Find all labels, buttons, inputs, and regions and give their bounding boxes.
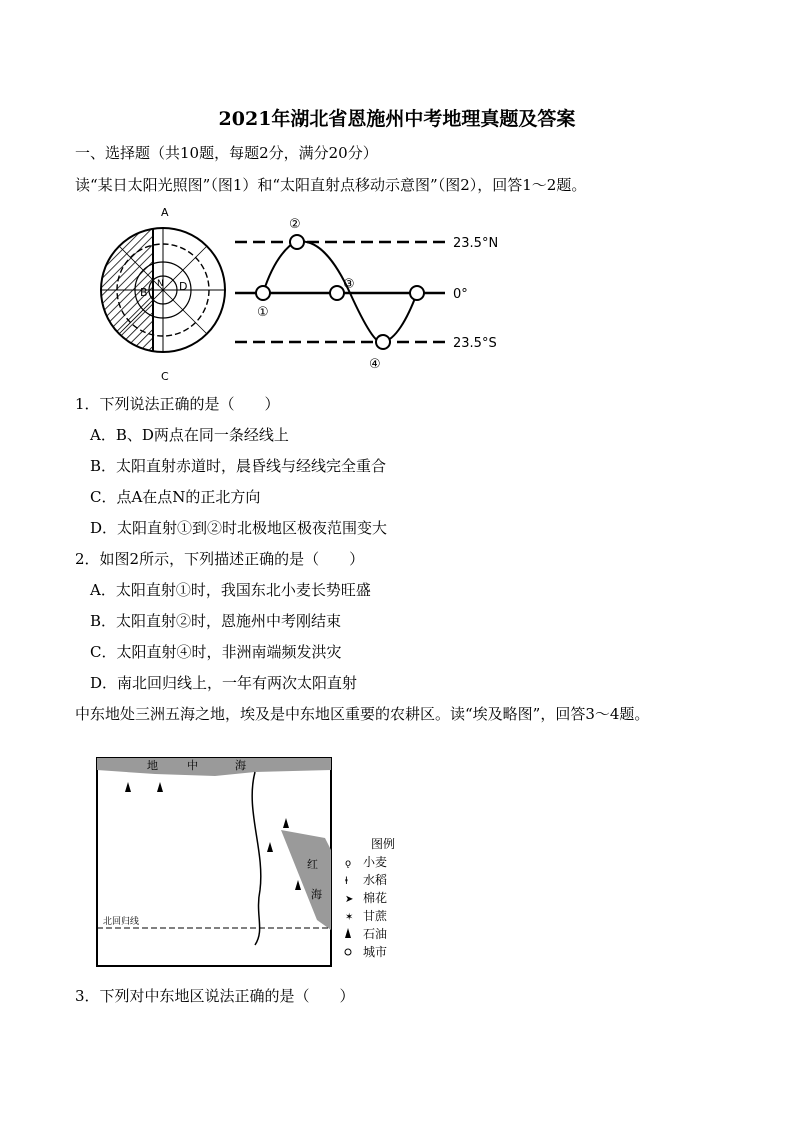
red-sea-char-2: 海 — [311, 888, 322, 901]
legend-cotton-icon — [345, 894, 353, 905]
point-n-label: N — [157, 279, 164, 289]
egypt-map — [95, 740, 395, 970]
point-b-label: B — [140, 286, 148, 299]
q1-option-a: A．B、D两点在同一条经线上 — [90, 426, 289, 444]
q1-option-b: B．太阳直射赤道时，晨昏线与经线完全重合 — [90, 457, 387, 475]
sea-char-3: 海 — [235, 759, 246, 772]
legend-city-icon — [345, 949, 351, 955]
legend-rice-icon — [345, 876, 348, 887]
position-4-label: ④ — [369, 357, 381, 372]
tropic-label: 北回归线 — [103, 917, 140, 927]
page-title: 2021年湖北省恩施州中考地理真题及答案 — [218, 108, 576, 130]
sun-icon-2 — [290, 235, 304, 249]
legend-oil-icon — [345, 928, 351, 938]
sea-char-1: 地 — [147, 759, 158, 772]
q2-option-c: C．太阳直射④时，非洲南端频发洪灾 — [90, 643, 342, 661]
q2-option-d: D．南北回归线上，一年有两次太阳直射 — [90, 674, 358, 692]
position-1-label: ① — [257, 305, 269, 320]
legend-wheat-icon — [345, 858, 351, 869]
position-2-label: ② — [289, 217, 301, 232]
legend-rice-label: 水稻 — [363, 873, 388, 887]
sunlight-figures — [95, 200, 535, 390]
equator-label: 0° — [453, 287, 468, 302]
svg-text:ⱡ: ⱡ — [345, 876, 348, 887]
q2-option-b: B．太阳直射②时，恩施州中考刚结束 — [90, 612, 342, 630]
position-3-label: ③ — [343, 277, 355, 292]
point-a-label: A — [161, 206, 169, 219]
red-sea-char-1: 红 — [307, 858, 318, 871]
sun-icon-5 — [410, 286, 424, 300]
svg-text:✶: ✶ — [345, 912, 354, 923]
intro-q3-4: 中东地处三洲五海之地，埃及是中东地区重要的农耕区。读“埃及略图”，回答3～4题。 — [75, 705, 650, 723]
svg-text:ǫ: ǫ — [345, 858, 352, 869]
point-d-label: D — [179, 280, 188, 293]
legend-sugarcane-label: 甘蔗 — [363, 909, 388, 923]
q1-stem: 1．下列说法正确的是（ ） — [75, 395, 280, 413]
sun-icon-4 — [376, 335, 390, 349]
legend-cotton-label: 棉花 — [363, 891, 388, 905]
sun-movement-diagram — [235, 217, 498, 372]
sun-icon-1 — [256, 286, 270, 300]
legend-sugarcane-icon — [345, 912, 353, 923]
legend-wheat-label: 小麦 — [363, 855, 388, 869]
legend-oil-label: 石油 — [363, 927, 388, 941]
point-c-label: C — [161, 370, 169, 383]
sea-char-2: 中 — [187, 759, 198, 772]
q1-option-c: C．点A在点N的正北方向 — [90, 488, 261, 506]
q3-stem: 3．下列对中东地区说法正确的是（ ） — [75, 987, 355, 1005]
sun-icon-3 — [330, 286, 344, 300]
svg-text:➤: ➤ — [345, 894, 354, 905]
tropic-of-capricorn-label: 23.5°S — [453, 336, 497, 351]
intro-q1-2: 读“某日太阳光照图”（图1）和“太阳直射点移动示意图”（图2），回答1～2题。 — [75, 176, 587, 194]
legend-city-label: 城市 — [363, 945, 388, 959]
tropic-of-cancer-label: 23.5°N — [453, 236, 499, 251]
section-heading: 一、选择题（共10题，每题2分，满分20分） — [75, 144, 378, 162]
q2-stem: 2．如图2所示，下列描述正确的是（ ） — [75, 550, 365, 568]
q1-option-d: D．太阳直射①到②时北极地区极夜范围变大 — [90, 519, 388, 537]
legend-title: 图例 — [371, 837, 395, 851]
sunlight-diagram — [101, 206, 225, 383]
q2-option-a: A．太阳直射①时，我国东北小麦长势旺盛 — [90, 581, 371, 599]
